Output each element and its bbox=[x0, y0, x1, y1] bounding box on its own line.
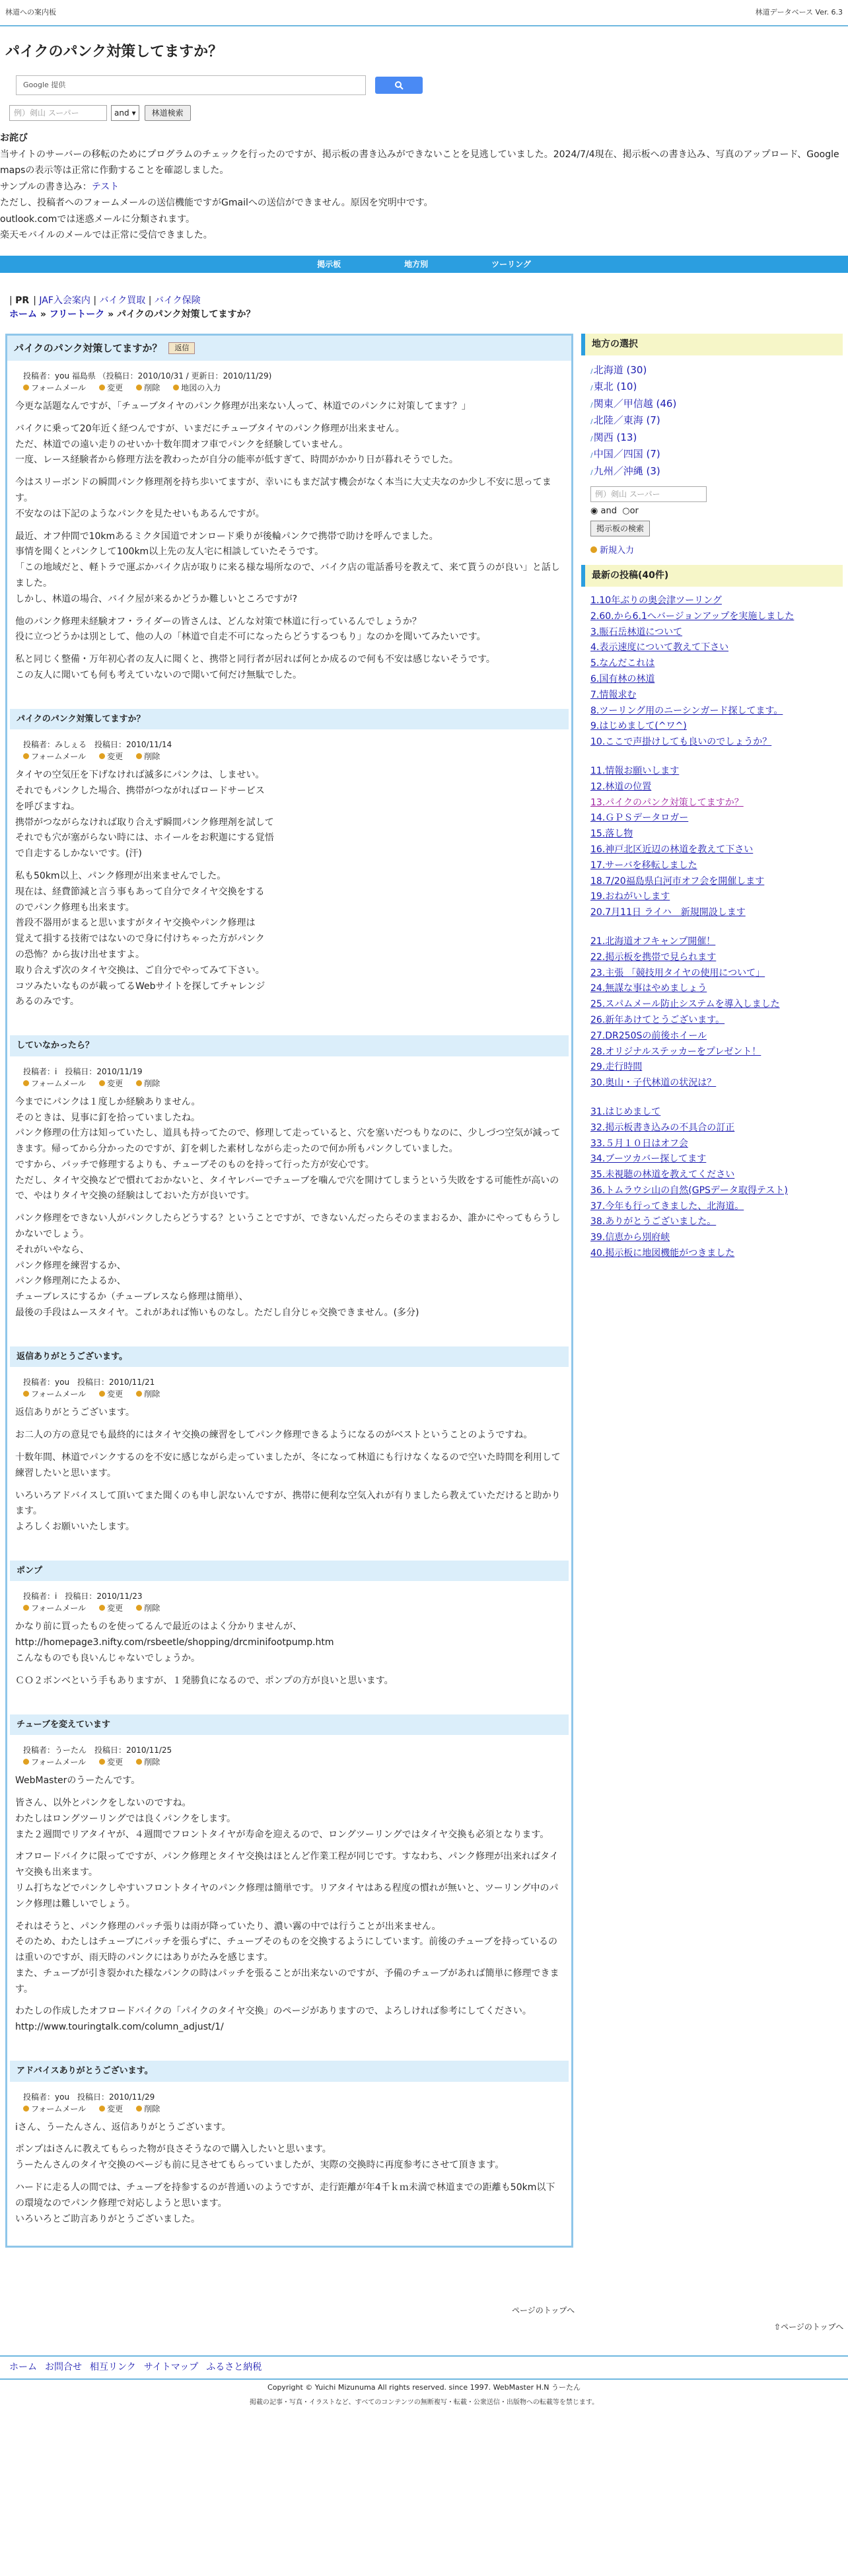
footer-link[interactable]: ホーム bbox=[9, 2362, 37, 2373]
bullet-icon bbox=[23, 1391, 29, 1397]
delete-link[interactable] bbox=[136, 752, 166, 761]
radio-and[interactable]: ◉ bbox=[590, 506, 598, 516]
page-top-label: ページのトップへ bbox=[781, 2322, 844, 2332]
delete-link[interactable] bbox=[136, 1603, 166, 1613]
sidebar bbox=[581, 334, 843, 1282]
recent-post-link[interactable]: 11.情報お願いします bbox=[590, 765, 680, 776]
recent-post-link[interactable]: 18.7/20福島県白河市オフ会を開催します bbox=[590, 875, 765, 887]
operator-value: and bbox=[114, 108, 129, 118]
recent-item bbox=[590, 1029, 833, 1045]
post-actions bbox=[15, 1388, 563, 1400]
post-paragraph: 他のパンク修理未経験オフ・ライダーの皆さんは、どんな対策で林道に行っているんでしょうか？ 役に立つどうかは別として、他の人の「林道で自走不可になったらどうするつもり」なのかを聞いてみたいです。 bbox=[15, 616, 486, 643]
recent-item bbox=[590, 981, 833, 997]
recent-post-link[interactable]: 8.ツーリング用のニーシンガード探してます。 bbox=[590, 705, 783, 716]
recent-post-link[interactable]: 17.サーバを移転しました bbox=[590, 860, 697, 871]
bullet-icon bbox=[99, 753, 105, 759]
form-mail-link-label: フォームメール bbox=[31, 1603, 87, 1613]
reply-button[interactable]: 返信 bbox=[168, 342, 195, 355]
recent-heading: 最新の投稿(40件) bbox=[581, 565, 843, 587]
post-actions bbox=[15, 751, 563, 762]
post-list bbox=[7, 361, 571, 2246]
road-search-button[interactable]: 林道検索 bbox=[145, 105, 191, 121]
recent-post-link[interactable]: 24.無謀な事はやめましょう bbox=[590, 983, 707, 994]
post-paragraph: バイクに乗って20年近く経つんですが、いまだにチューブタイヤのパンク修理が出来ません。 ただ、林道での遠い走りのせいか十数年間オフ車でパンクを経験していません。 一度、レース経験者から修理方法を教わったが自分の能率が低すぎて、時間がかかり日が暮れそうでした。 bbox=[15, 423, 458, 466]
recent-post-link[interactable]: 10.ここで声掛けしても良いのでしょうか？ bbox=[590, 737, 772, 748]
breadcrumb-board[interactable]: フリートーク bbox=[49, 309, 105, 320]
recent-item bbox=[590, 704, 833, 719]
recent-post-link[interactable]: 25.スパムメール防止システムを導入しました bbox=[590, 999, 780, 1010]
delete-link-label: 削除 bbox=[144, 752, 160, 762]
recent-item bbox=[590, 1013, 833, 1029]
edit-link-label: 変更 bbox=[107, 2104, 124, 2114]
delete-link[interactable] bbox=[136, 1079, 166, 1088]
recent-group bbox=[590, 764, 833, 921]
recent-post-link[interactable]: 28.オリジナルステッカーをプレゼント！ bbox=[590, 1046, 761, 1057]
map-input-link-label: 地図の入力 bbox=[181, 383, 221, 392]
operator-select[interactable] bbox=[111, 105, 139, 121]
notice-line: 楽天モバイルのメールでは正常に受信できました。 bbox=[0, 230, 213, 240]
search-icon bbox=[394, 81, 404, 90]
breadcrumb bbox=[0, 308, 848, 322]
post-body bbox=[15, 768, 563, 1010]
recent-item bbox=[590, 609, 833, 625]
bullet-icon bbox=[99, 1759, 105, 1765]
recent-post-link[interactable]: 23.主張 「競技用タイヤの使用について」 bbox=[590, 967, 765, 978]
post-paragraph: 十数年間、林道でパンクするのを不安に感じながら走っていましたが、冬になって林道にも行けなくなるので空いた時間を利用して練習したいと思います。 bbox=[15, 1452, 561, 1479]
recent-item bbox=[590, 780, 833, 795]
delete-link-label: 削除 bbox=[144, 1389, 160, 1399]
post-paragraph: 皆さん、以外とパンクをしないのですね。 わたしはロングツーリングでは良くパンクをします。 また２週間でリアタイヤが、４週間でフロントタイヤが寿命を迎えるので、ロングツーリングではタイヤ交換も必須となります。 bbox=[15, 1797, 549, 1840]
up-arrow-icon: ⇧ bbox=[774, 2322, 781, 2332]
delete-link[interactable] bbox=[136, 2104, 166, 2114]
pr-label: PR bbox=[15, 295, 30, 306]
recent-post-link[interactable]: 16.神戸北区近辺の林道を教えて下さい bbox=[590, 844, 754, 855]
post bbox=[7, 1367, 571, 1554]
region-link[interactable]: 中国／四国 (7) bbox=[593, 448, 660, 460]
region-item bbox=[590, 463, 833, 480]
notice-line: outlook.comでは迷惑メールに分類されます。 bbox=[0, 213, 195, 225]
radio-and-label: and bbox=[600, 506, 617, 516]
delete-link[interactable] bbox=[136, 1389, 166, 1399]
edit-link[interactable] bbox=[99, 383, 129, 392]
post-paragraph: わたしの作成したオフロードバイクの「パイクのタイヤ交換」のページがありますので、よろしければ参考にしてください。 http://www.touringtalk.com/column_adjust/1/ bbox=[15, 2006, 532, 2033]
form-mail-link[interactable] bbox=[23, 1079, 92, 1088]
bullet-icon bbox=[99, 385, 105, 390]
post-paragraph: 今はスリーボンドの瞬間パンク修理剤を持ち歩いてますが、幸いにもまだ試す機会がなく本当に大丈夫なのか少し不安に思ってます。 不安なのは下記のようなパンクを見たせいもあるんですが。 bbox=[15, 477, 551, 519]
recent-item bbox=[590, 905, 833, 921]
recent-post-link[interactable]: 6.国有林の林道 bbox=[590, 673, 655, 684]
recent-post-link[interactable]: 39.信恵から別府峡 bbox=[590, 1232, 670, 1243]
delete-link-label: 削除 bbox=[144, 2104, 160, 2114]
footer bbox=[0, 2355, 848, 2408]
page-title: パイクのパンク対策してますか？ bbox=[5, 44, 223, 60]
recent-item bbox=[590, 827, 833, 842]
edit-link-label: 変更 bbox=[107, 1603, 124, 1613]
post-actions bbox=[15, 2103, 563, 2115]
operator-radios bbox=[590, 505, 833, 518]
recent-item bbox=[590, 640, 833, 656]
form-mail-link[interactable] bbox=[23, 2104, 92, 2114]
post-paragraph: お二人の方の意見でも最終的にはタイヤ交換の練習をしてパンク修理できるようになるのがベストということのようですね。 bbox=[15, 1430, 533, 1441]
thread-panel bbox=[5, 334, 573, 2248]
bullet-icon bbox=[99, 2106, 105, 2112]
google-search bbox=[0, 72, 848, 98]
recent-item bbox=[590, 672, 833, 688]
recent-item bbox=[590, 1060, 833, 1076]
post bbox=[7, 2082, 571, 2246]
delete-link-label: 削除 bbox=[144, 1078, 160, 1088]
breadcrumb-separator: » bbox=[104, 309, 118, 320]
recent-item bbox=[590, 842, 833, 858]
post-paragraph: オフロードバイクに限ってですが、パンク修理とタイヤ交換はほとんど作業工程が同じです。すなわち、パンク修理が出来ればタイヤ交換も出来ます。 リム打ちなどでパンクしやすいフロントタイヤのパンク修理は簡単です。リアタイヤはある程度の慣れが無いと、ツーリング中のパンク修理は難しいでしょう。 bbox=[15, 1851, 559, 1909]
form-mail-link[interactable] bbox=[23, 383, 92, 392]
edit-link[interactable] bbox=[99, 1757, 129, 1767]
footer-nav bbox=[0, 2355, 848, 2378]
form-mail-link-label: フォームメール bbox=[31, 1757, 87, 1767]
bullet-icon bbox=[590, 546, 597, 553]
recent-item bbox=[590, 858, 833, 874]
post-meta: 投稿者：うーたん 投稿日：2010/11/25 bbox=[23, 1746, 172, 1755]
post bbox=[7, 1581, 571, 1707]
notice-title: お詫び bbox=[0, 133, 28, 143]
version-label: 林道データベース Ver. 6.3 bbox=[755, 7, 843, 17]
top-bar bbox=[0, 0, 848, 26]
post bbox=[7, 1735, 571, 2054]
post-paragraph: ハードに走る人の間では、チューブを持参するのが普通いのようですが、走行距離が年4千ｋｍ未満で林道までの距離も50km以下の環境なのでパンク修理で対応しようと思います。 いろいろとご助言ありがとうございました。 bbox=[15, 2182, 555, 2225]
delete-link-label: 削除 bbox=[144, 1603, 160, 1613]
keyword-search-input[interactable]: 例）剣山 スーパー bbox=[9, 105, 107, 121]
bullet-icon bbox=[23, 753, 29, 759]
region-link[interactable]: 東北 (10) bbox=[593, 381, 637, 392]
recent-item bbox=[590, 735, 833, 751]
delete-link-label: 削除 bbox=[144, 383, 160, 392]
region-list bbox=[581, 355, 843, 487]
edit-link-label: 変更 bbox=[107, 1078, 124, 1088]
recent-post-link[interactable]: 5.なんだこれは bbox=[590, 658, 655, 669]
post-paragraph: タイヤの空気圧を下げなければ滅多にパンクは、しませい。 それでもパンクした場合、携帯がつながればロードサービス を呼びますね。 携帯がつながらなければ取り合えず瞬間パンク修理剤を試して それでも穴が塞がらない時には、ホイールをお釈迦にする覚悟 で自走するしかないです。(汗) bbox=[15, 770, 274, 860]
breadcrumb-home[interactable]: ホーム bbox=[9, 309, 37, 320]
recent-item bbox=[590, 874, 833, 890]
test-link[interactable]: テスト bbox=[91, 181, 120, 192]
post-meta: 投稿者：i 投稿日：2010/11/23 bbox=[23, 1592, 143, 1601]
nav-region[interactable]: 地方別 bbox=[404, 259, 429, 269]
footer-link[interactable]: ふるさと納税 bbox=[206, 2362, 262, 2373]
region-item bbox=[590, 429, 833, 447]
post-meta: 投稿者：you 福島県 （投稿日：2010/10/31 / 更新日：2010/11/29) bbox=[23, 371, 272, 381]
recent-item bbox=[590, 1076, 833, 1091]
bullet-icon bbox=[136, 1759, 142, 1765]
region-link[interactable]: 九州／沖縄 (3) bbox=[593, 464, 660, 477]
recent-post-link[interactable]: 30.奥山・子代林道の状況は？ bbox=[590, 1078, 717, 1089]
edit-link-label: 変更 bbox=[107, 1757, 124, 1767]
post-paragraph: WebMasterのうーたんです。 bbox=[15, 1775, 141, 1786]
pr-links: | PR | JAF入会案内 | バイク買取 | バイク保険 bbox=[9, 295, 201, 306]
post-heading: パイクのパンク対策してますか？ bbox=[10, 709, 569, 730]
page-top-link[interactable]: ページのトップへ bbox=[512, 2306, 575, 2315]
recent-post-link[interactable]: 34.ブーツカバー探してます bbox=[590, 1154, 707, 1165]
edit-link-label: 変更 bbox=[107, 383, 124, 392]
post-actions bbox=[15, 1602, 563, 1614]
post-meta: 投稿者：i 投稿日：2010/11/19 bbox=[23, 1066, 143, 1076]
recent-item bbox=[590, 1214, 833, 1230]
post-body bbox=[15, 1095, 563, 1321]
recent-group bbox=[590, 593, 833, 751]
delete-link[interactable] bbox=[136, 1757, 166, 1767]
post-paragraph: かなり前に買ったものを使ってるんで最近のはよく分かりませんが、 http://homepage3.nifty.com/rsbeetle/shopping/drcminifootpump.htm こんなものでも良いんじゃないでしょうか。 bbox=[15, 1621, 334, 1664]
post-paragraph: 私と同じく整備・万年初心者の友人に聞くと、携帯と同行者が居れば何とか成るので何も不安は感じないそうです。 この友人に聞いても何も考えていないので聞いて何だけ無駄でした。 bbox=[15, 654, 495, 681]
edit-link[interactable] bbox=[99, 752, 129, 761]
recent-post-link[interactable]: 35.未視聴の林道を教えてください bbox=[590, 1169, 735, 1181]
recent-post-link[interactable]: 7.情報求む bbox=[590, 689, 637, 700]
notice-sample-label: サンプルの書き込み： bbox=[0, 181, 92, 192]
recent-item bbox=[590, 1167, 833, 1183]
recent-post-link[interactable]: 37.今年も行ってきました、北海道。 bbox=[590, 1200, 744, 1212]
delete-link[interactable] bbox=[136, 383, 166, 392]
bullet-icon bbox=[136, 1605, 142, 1611]
recent-post-link[interactable]: 4.表示速度について教えて下さい bbox=[590, 642, 729, 653]
new-post-label[interactable]: 新規入力 bbox=[600, 545, 635, 556]
region-item bbox=[590, 446, 833, 463]
notice-line: ただし、投稿者へのフォームメールの送信機能ですがGmailへの送信ができません。原因を究明中です。 bbox=[0, 198, 433, 208]
recent-item bbox=[590, 811, 833, 827]
bullet-icon bbox=[23, 385, 29, 390]
recent-item bbox=[590, 625, 833, 641]
region-link[interactable]: 関東／甲信越 (46) bbox=[593, 397, 677, 410]
notice-line: 当サイトのサーバーの移転のためにプログラムのチェックを行ったのですが、掲示板の書き込みができないことを見逃していました。2024/7/4現在、掲示板への書き込み、写真のアップロード、Google mapsの表示等は正常に作動することを確認しました。 bbox=[0, 149, 839, 176]
form-mail-link-label: フォームメール bbox=[31, 1389, 87, 1399]
breadcrumb-current: パイクのパンク対策してますか？ bbox=[117, 309, 256, 320]
bullet-icon bbox=[136, 1080, 142, 1086]
google-search-button[interactable] bbox=[375, 77, 423, 94]
bullet-icon bbox=[23, 1605, 29, 1611]
bullet-icon bbox=[136, 753, 142, 759]
recent-post-link[interactable]: 31.はじめまして bbox=[590, 1106, 661, 1117]
post-body bbox=[15, 1619, 563, 1689]
bullet-icon bbox=[136, 2106, 142, 2112]
map-input-link[interactable] bbox=[173, 383, 227, 392]
delete-link-label: 削除 bbox=[144, 1757, 160, 1767]
new-post-button[interactable] bbox=[581, 536, 843, 566]
recent-post-link[interactable]: 1.10年ぶりの奥会津ツーリング bbox=[590, 595, 722, 606]
page-top-link-right[interactable] bbox=[774, 2321, 843, 2333]
bullet-icon bbox=[23, 2106, 29, 2112]
recent-post-link[interactable]: 15.落し物 bbox=[590, 828, 633, 840]
post-paragraph: いろいろアドバイスして頂いてまた聞くのも申し訳ないんですが、携帯に便利な空気入れが有りましたら教えていただけると助かります。 よろしくお願いいたします。 bbox=[15, 1490, 561, 1533]
post-paragraph: ポンプはiさんに教えてもらった物が良さそうなので購入したいと思います。 うーたんさんのタイヤ交換のページも前に見させてもらっていましたが、実際の交換時に再度参考にさせて頂きます。 bbox=[15, 2144, 505, 2171]
recent-post-list bbox=[581, 587, 843, 1282]
recent-item bbox=[590, 889, 833, 905]
recent-item bbox=[590, 1152, 833, 1167]
recent-post-link[interactable]: 2.60.から6.1へバージョンアップを実施しました bbox=[590, 610, 795, 622]
post-meta: 投稿者：you 投稿日：2010/11/29 bbox=[23, 2092, 155, 2102]
recent-item bbox=[590, 1105, 833, 1121]
form-mail-link[interactable] bbox=[23, 1757, 92, 1767]
form-mail-link[interactable] bbox=[23, 1603, 92, 1613]
pr-link-insurance[interactable]: バイク保険 bbox=[154, 295, 201, 306]
thread-header bbox=[7, 336, 571, 361]
region-item bbox=[590, 362, 833, 379]
post-body bbox=[15, 1773, 563, 2036]
form-mail-link[interactable] bbox=[23, 1389, 92, 1399]
recent-item bbox=[590, 1183, 833, 1199]
bullet-icon bbox=[173, 385, 179, 390]
post-paragraph: 今までにパンクは１度しか経験ありません。 そのときは、見事に釘を拾っていましたね。 パンク修理の仕方は知っていたし、道具も持ってたので、修理して走っていると、穴を塞いだつもりなのに、少しづつ空気が減ってきます。帰ってから分かったのですが、釘を刺した素材しながら走ったので何か所もパンクしていました。 ですから、パッチで修理するよりも、チューブそのものを持って行った方が安心です。 ただし、タイヤ交換などで慣れておかないと、タイヤレバーでチューブを噛んで穴を開けてしまうという失敗をする可能性が高いので、やはりタイヤ交換の経験はしておいた方が良いです。 bbox=[15, 1096, 561, 1202]
recent-post-link[interactable]: 19.おねがいします bbox=[590, 891, 670, 902]
footer-link[interactable]: 相互リンク bbox=[90, 2362, 136, 2373]
bbs-search bbox=[581, 486, 843, 536]
post-heading: していなかったら？ bbox=[10, 1035, 569, 1056]
recent-post-link[interactable]: 3.賑石岳林道について bbox=[590, 626, 683, 638]
bullet-icon bbox=[23, 1080, 29, 1086]
recent-post-link[interactable]: 14.ＧＰＳデータロガー bbox=[590, 813, 689, 824]
recent-post-link[interactable]: 13.パイクのパンク対策してますか？ bbox=[590, 797, 744, 808]
google-search-input[interactable]: Google 提供 bbox=[16, 75, 366, 95]
post-actions bbox=[15, 1756, 563, 1768]
edit-link[interactable] bbox=[99, 1389, 129, 1399]
recent-item bbox=[590, 764, 833, 780]
recent-item bbox=[590, 950, 833, 966]
post-paragraph: 最近、オフ仲間で10kmあるミクタ国道でオンロード乗りが後輪パンクで携帯で助けを呼んでました。 事情を聞くとパンクして100km以上先の友人宅に相談していたそうです。 「この地域だと、軽トラで運ぶかバイク店が取りに来る様な場所なので、バイク店の電話番号を教えて、来て貰うのが良い」と話しました。 しかし、林道の場合、バイク屋が来るかどうか難しいところですが? bbox=[15, 531, 560, 605]
post bbox=[7, 729, 571, 1029]
bullet-icon bbox=[99, 1605, 105, 1611]
recent-item bbox=[590, 1045, 833, 1060]
recent-post-link[interactable]: 36.トムラウシ山の自然(GPSデータ取得テスト) bbox=[590, 1185, 788, 1196]
recent-item bbox=[590, 966, 833, 982]
footer-link[interactable]: お問合せ bbox=[45, 2362, 82, 2373]
form-mail-link[interactable] bbox=[23, 752, 92, 761]
recent-item bbox=[590, 1246, 833, 1262]
nav-touring[interactable]: ツーリング bbox=[491, 259, 531, 269]
radio-or[interactable]: ○ bbox=[622, 506, 630, 516]
main-nav bbox=[0, 256, 848, 273]
chevron-down-icon: ▾ bbox=[131, 108, 136, 118]
recent-item bbox=[590, 593, 833, 609]
copyright-notice: 掲載の記事・写真・イラストなど、すべてのコンテンツの無断複写・転載・公衆送信・出版物への転載等を禁じます。 bbox=[249, 2398, 599, 2406]
post-body bbox=[15, 2120, 563, 2228]
post-paragraph: ＣＯ２ボンベという手もありますが、１発勝負になるので、ポンプの方が良いと思います。 bbox=[15, 1675, 394, 1686]
post-heading: チューブを変えています bbox=[10, 1714, 569, 1736]
region-heading: 地方の選択 bbox=[581, 334, 843, 355]
recent-item bbox=[590, 934, 833, 950]
recent-post-link[interactable]: 33.５月１０日はオフ会 bbox=[590, 1138, 688, 1149]
post-heading: アドバイスありがとうございます。 bbox=[10, 2061, 569, 2082]
region-link[interactable]: 関西 (13) bbox=[593, 431, 637, 443]
edit-link-label: 変更 bbox=[107, 1389, 124, 1399]
recent-post-link[interactable]: 40.掲示板に地図機能がつきました bbox=[590, 1248, 735, 1259]
post-heading: 返信ありがとうございます。 bbox=[10, 1346, 569, 1368]
recent-post-link[interactable]: 38.ありがとうございました。 bbox=[590, 1216, 717, 1228]
post-paragraph: パンク修理をできない人がパンクしたらどうする？ということですが、できないんだったらそのままおるか、誰かにやってもらうしかないでしょう。 それがいやなら、 パンク修理を練習するか、 パンク修理剤にたよるか、 チューブレスにするか（チューブレスなら修理は簡単）、 最後の手段はムースタイヤ。これがあれば怖いものなし。ただし自分じゃ交換できません。(多分) bbox=[15, 1213, 561, 1319]
recent-item bbox=[590, 1230, 833, 1246]
nav-bbs[interactable]: 掲示板 bbox=[317, 259, 341, 269]
recent-post-link[interactable]: 27.DR250Sの前後ホイール bbox=[590, 1030, 707, 1041]
site-tagline: 林道への案内板 bbox=[5, 7, 56, 17]
post-meta: 投稿者：みしぇる 投稿日：2010/11/14 bbox=[23, 740, 172, 750]
recent-post-link[interactable]: 12.林道の位置 bbox=[590, 781, 652, 792]
edit-link[interactable] bbox=[99, 2104, 129, 2114]
recent-item bbox=[590, 1121, 833, 1136]
bbs-search-button[interactable]: 掲示板の検索 bbox=[590, 521, 650, 536]
recent-post-link[interactable]: 29.走行時間 bbox=[590, 1062, 643, 1073]
recent-item bbox=[590, 1136, 833, 1152]
post-body bbox=[15, 1405, 563, 1535]
post-meta: 投稿者：you 投稿日：2010/11/21 bbox=[23, 1378, 155, 1387]
region-item bbox=[590, 396, 833, 413]
copyright: Copyright © Yuichi Mizunuma All rights reserved. since 1997. WebMaster H.N うーたん bbox=[267, 2383, 581, 2392]
recent-post-link[interactable]: 22.掲示板を携帯で見られます bbox=[590, 951, 717, 963]
post-actions bbox=[15, 382, 563, 394]
post-paragraph: iさん、うーたんさん、返信ありがとうございます。 bbox=[15, 2121, 231, 2133]
bbs-search-input[interactable]: 例）剣山 スーパー bbox=[590, 486, 707, 502]
recent-group bbox=[590, 934, 833, 1091]
footer-link[interactable]: サイトマップ bbox=[143, 2362, 199, 2373]
post-actions bbox=[15, 1078, 563, 1089]
post-paragraph: それはそうと、パンク修理のパッチ張りは雨が降っていたり、濃い霧の中では行うことが出来ません。 そのため、わたしはチューブにパッチを張らずに、チューブそのものを交換するようにしています。前後のチューブを持っているのは重いのですが、雨天時のパンクにはありがたみを感じます。 また、チューブが引き裂かれた様なパンクの時はパッチを張ることが出来ないのですが、予備のチューブがあれば簡単に修理できます。 bbox=[15, 1921, 559, 1995]
edit-link[interactable] bbox=[99, 1079, 129, 1088]
recent-item bbox=[590, 688, 833, 704]
post-body bbox=[15, 399, 563, 684]
notice bbox=[0, 128, 848, 244]
bullet-icon bbox=[23, 1759, 29, 1765]
region-item bbox=[590, 379, 833, 396]
form-mail-link-label: フォームメール bbox=[31, 752, 87, 762]
post-paragraph: 返信ありがとうございます。 bbox=[15, 1407, 135, 1418]
recent-item bbox=[590, 656, 833, 672]
thread-title: パイクのパンク対策してますか？ bbox=[14, 342, 162, 354]
recent-post-link[interactable]: 26.新年あけてとうございます。 bbox=[590, 1014, 725, 1025]
post-paragraph: 私も50km以上、パンク修理が出来ませんでした。 現在は、経費節減と言う事もあって自分でタイヤ交換をする のでパンク修理も出来ます。 普段不器用がまると思いますがタイヤ交換やパンク修理は 覚えて損する技術ではないので身に付けちゃった方がパンク の恐怖？から抜け出せますよ。 取り合えず次のタイヤ交換は、ご自分でやってみて下さい。 コツみたいなものが載ってるWebサイトを探してチャレンジ あるのみです。 bbox=[15, 871, 265, 1008]
post-paragraph: 今更な話題なんですが、「チューブタイヤのパンク修理が出来ない人って、林道でのパンクに対策してます？」 bbox=[15, 401, 471, 412]
keyword-search bbox=[0, 98, 848, 128]
post bbox=[7, 361, 571, 702]
recent-item bbox=[590, 1199, 833, 1215]
recent-post-link[interactable]: 9.はじめまして(^ワ^) bbox=[590, 721, 687, 732]
form-mail-link-label: フォームメール bbox=[31, 2104, 87, 2114]
bullet-icon bbox=[99, 1080, 105, 1086]
recent-item bbox=[590, 997, 833, 1013]
region-link[interactable]: 北陸／東海 (7) bbox=[593, 414, 660, 426]
recent-item bbox=[590, 719, 833, 735]
recent-post-link[interactable]: 21.北海道オフキャンプ開催！ bbox=[590, 936, 716, 947]
bullet-icon bbox=[136, 385, 142, 390]
post bbox=[7, 1056, 571, 1340]
radio-or-label: or bbox=[629, 506, 639, 516]
recent-post-link[interactable]: 32.掲示板書き込みの不具合の訂正 bbox=[590, 1122, 735, 1133]
recent-item bbox=[590, 795, 833, 811]
pr-link-jaf[interactable]: JAF入会案内 bbox=[39, 295, 90, 306]
bullet-icon bbox=[136, 1391, 142, 1397]
post-heading: ポンプ bbox=[10, 1561, 569, 1582]
recent-group bbox=[590, 1105, 833, 1262]
form-mail-link-label: フォームメール bbox=[31, 383, 87, 392]
form-mail-link-label: フォームメール bbox=[31, 1078, 87, 1088]
region-item bbox=[590, 412, 833, 429]
notice-line bbox=[0, 179, 848, 196]
edit-link[interactable] bbox=[99, 1603, 129, 1613]
region-link[interactable]: 北海道 (30) bbox=[593, 363, 647, 376]
edit-link-label: 変更 bbox=[107, 752, 124, 762]
bullet-icon bbox=[99, 1391, 105, 1397]
recent-post-link[interactable]: 20.7月11日 ライハ 新規開設します bbox=[590, 907, 746, 918]
breadcrumb-separator: » bbox=[37, 309, 50, 320]
pr-link-bike-buy[interactable]: バイク買取 bbox=[99, 295, 146, 306]
